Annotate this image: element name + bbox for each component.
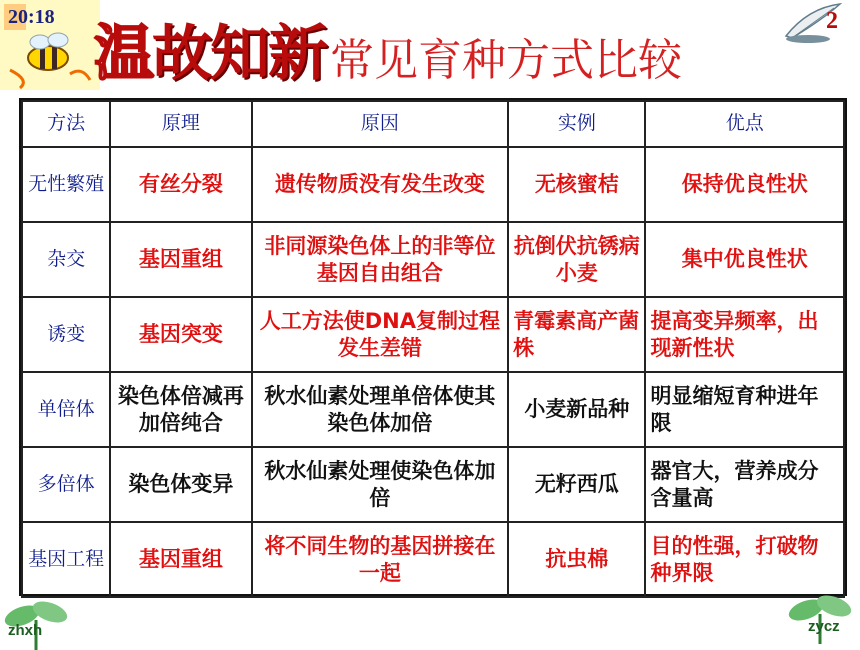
footer-right-text: zycz — [808, 618, 840, 635]
title-rest: 故知新 — [152, 19, 326, 89]
page-title — [94, 6, 326, 92]
cell-principle: 基因重组 — [110, 222, 251, 297]
cell-reason: 人工方法使DNA复制过程发生差错 — [252, 297, 509, 372]
header-reason: 原因 — [252, 101, 509, 147]
cell-advantage: 目的性强，打破物种界限 — [645, 522, 844, 597]
table-row — [22, 522, 844, 597]
table-row — [22, 222, 844, 297]
cell-method: 诱变 — [22, 297, 110, 372]
table-row — [22, 447, 844, 522]
header-method: 方法 — [22, 101, 110, 147]
cell-method: 基因工程 — [22, 522, 110, 597]
cell-method: 无性繁殖 — [22, 147, 110, 222]
footer-left-text: zhxh — [8, 622, 43, 639]
cell-example: 抗倒伏抗锈病小麦 — [508, 222, 645, 297]
cell-reason: 非同源染色体上的非等位基因自由组合 — [252, 222, 509, 297]
cell-example: 无核蜜桔 — [508, 147, 645, 222]
table-row — [22, 147, 844, 222]
cell-advantage: 器官大，营养成分含量高 — [645, 447, 844, 522]
cell-example: 青霉素高产菌株 — [508, 297, 645, 372]
cell-advantage: 明显缩短育种进年限 — [645, 372, 844, 447]
cell-reason: 将不同生物的基因拼接在一起 — [252, 522, 509, 597]
cell-reason: 秋水仙素处理单倍体使其染色体加倍 — [252, 372, 509, 447]
cell-principle: 染色体倍减再加倍纯合 — [110, 372, 251, 447]
cell-method: 单倍体 — [22, 372, 110, 447]
clock-time: 20:18 — [8, 6, 55, 28]
header-advantage: 优点 — [645, 101, 844, 147]
cell-method: 多倍体 — [22, 447, 110, 522]
cell-reason: 秋水仙素处理使染色体加倍 — [252, 447, 509, 522]
table-header-row — [22, 101, 844, 147]
sprout-icon — [784, 588, 856, 644]
comparison-table — [19, 98, 847, 596]
page-subtitle: 常见育种方式比较 — [330, 35, 682, 86]
cell-example: 小麦新品种 — [508, 372, 645, 447]
header-example: 实例 — [508, 101, 645, 147]
cell-advantage: 集中优良性状 — [645, 222, 844, 297]
table-row — [22, 372, 844, 447]
header-principle: 原理 — [110, 101, 251, 147]
cell-method: 杂交 — [22, 222, 110, 297]
cell-example: 无籽西瓜 — [508, 447, 645, 522]
page-number: 2 — [826, 8, 838, 34]
cell-principle: 染色体变异 — [110, 447, 251, 522]
cell-advantage: 提高变异频率，出现新性状 — [645, 297, 844, 372]
cell-principle: 基因突变 — [110, 297, 251, 372]
table-row — [22, 297, 844, 372]
cell-principle: 有丝分裂 — [110, 147, 251, 222]
cell-reason: 遗传物质没有发生改变 — [252, 147, 509, 222]
cell-example: 抗虫棉 — [508, 522, 645, 597]
cell-advantage: 保持优良性状 — [645, 147, 844, 222]
cell-principle: 基因重组 — [110, 522, 251, 597]
title-first-char: 温 — [94, 19, 152, 89]
